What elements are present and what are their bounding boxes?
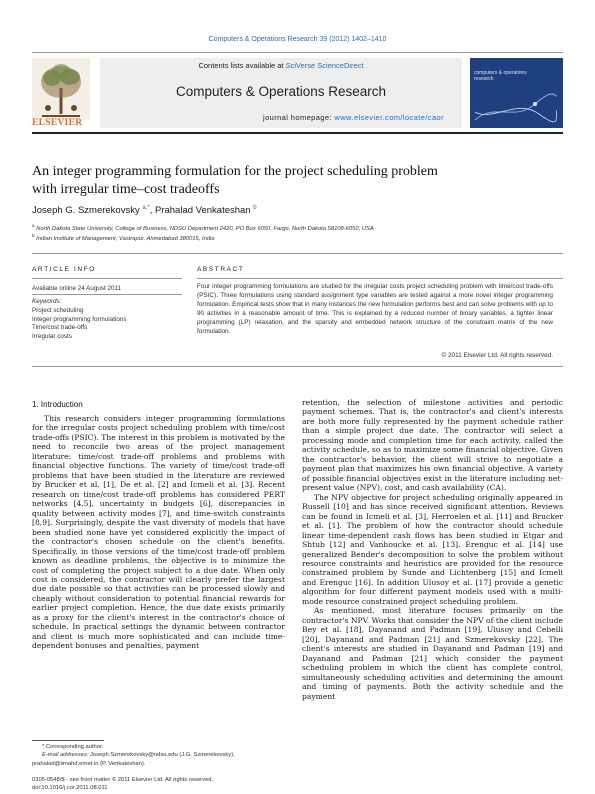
masthead-rule [32, 132, 563, 134]
cover-title: computers & operations research [474, 70, 527, 82]
corresponding-author-note: * Corresponding author. [42, 744, 104, 750]
affiliation-b [32, 233, 563, 242]
keyword: Irregular costs [32, 332, 72, 340]
homepage-prefix: journal homepage: [263, 113, 335, 122]
body-paragraph: This research considers integer programming formulations for the irregular costs project scheduling problem with time/cost trade-offs (PSIC). The interest in this problem is motivated by the need to reconcile two areas of the project management literature: time/cost trade-off problems and problems with financial objective functions. The variety of time/cost trade-off problems that have been studied in the literature are reviewed by Brucker et al. [1], De et al. [2] and Icmeli et al. [3]. Recent research on time/cost trade-off problems has considered PERT networks [4,5], uncertainty in budgets [6], discrepancies in quality between activity modes [7], and time-switch constraints [8,9]. Surprisingly, despite the vast diversity of models that have been studied none have yet considered explicitly the impact of the contractor's chosen schedule on the client's benefits. Specifically, in those versions of the time/cost trade-off problem known as deadline problems, the objective is to minimize the cost of completing the project subject to a due date. When only cost is considered, the contractor will clearly prefer the largest due date possible so that activities can be processed slowly and cheaply without consideration to potential financial rewards for earlier project completion. Hence, the due date exists primarily as a proxy for the client's interest in the contractor's choice of schedule. In practical settings the dynamic between contractor and client is much more sophisticated and can include time-dependent bonuses and penalties, payment [32, 414, 285, 651]
affiliation-mark: b [32, 233, 35, 238]
body-paragraph: retention, the selection of milestone activities and periodic payment schemes. That is, the contractor's and client's interests are both more fully represented by the payment schedule rather than a simple project due date. The contractor will select a processing mode and completion time for each activity, called the activity schedule, so as to maximize some financial objective. Given the contractor's behavior, the client will strive to negotiate a payment plan that maximizes his own financial objective. A variety of possible financial objectives exist in the literature including net-present value (NPV), cost, and cash availability (CA). [302, 398, 563, 493]
contents-line [100, 61, 462, 70]
homepage-line [100, 113, 462, 122]
journal-name: Computers & Operations Research [175, 84, 387, 99]
body-paragraph: As mentioned, most literature focuses primarily on the contractor's NPV. Works that consider the NPV of the client include Bey et al. [18], Dayanand and Padman [19], Ulusoy and Cebelli [20], Dayanand and Padman [21] and Szmerekovsky [22]. The client's interests are studied in Dayanand and Padman [19] and Dayanand and Padman [21] which consider the payment scheduling problem in which the client has complete control, simultaneously scheduling activities and determining the amount and timing of payments. Both the activity schedule and the payment [302, 606, 563, 701]
divider [32, 278, 182, 279]
author-1[interactable]: Joseph G. Szmerekovsky [32, 205, 140, 217]
footnote-rule [32, 740, 104, 741]
abstract-text: Four integer programming formulations are studied for the irregular costs project scheduling problem with time/cost trade-offs (PSIC). Three formulations using standard assignment type variables are tested against a more novel integer programming formulation. Empirical tests show that in many instances the new formulation performs best and can solve problems with up to 90 activities in a reasonable amount of time. This is explained by a reduced number of binary variables, a tighter linear programming (LP) relaxation, and the sparsity and embedded network structure of the constraint matrix of the new formulation. [197, 283, 553, 335]
author-2-marks[interactable]: b [253, 205, 257, 211]
divider [197, 278, 563, 279]
affiliation-text: Indian Institute of Management, Vastrapur, Ahmedabad 380015, India [36, 235, 215, 242]
sciencedirect-link[interactable]: SciVerse ScienceDirect [285, 61, 364, 70]
keyword: Integer programming formulations [32, 315, 127, 323]
affiliation-text: North Dakota State University, College of Business, NDSU Department 2420, PO Box 6050, Fargo, North Dakota 58108-6050, USA [36, 225, 374, 232]
keywords-label: Keywords: [32, 298, 62, 305]
affiliation-a [32, 223, 563, 232]
author-separator: , [149, 205, 155, 217]
email-2[interactable]: prahalad@iimahd.ernet.in (P. Venkateshan). [32, 760, 146, 767]
affiliation-mark: a [32, 223, 35, 228]
keyword: Time/cost trade-offs [32, 324, 88, 331]
author-1-marks[interactable]: a,* [142, 205, 150, 211]
journal-citation[interactable]: Computers & Operations Research 39 (2012) 1402–1410 [208, 36, 387, 43]
publisher-name[interactable]: ELSEVIER [32, 118, 83, 128]
title-line-1: An integer programming formulation for the project scheduling problem [32, 164, 438, 179]
body-paragraph: The NPV objective for project scheduling originally appeared in Russell [10] and has since received significant attention. Reviews can be found in Icmeli et al. [3], Herroelen et al. [11] and Brucker et al. [1]. The problem of how the contractor should schedule linear time-dependent cash flows has been studied in Etgar and Shtub [12] and Vanhoucke et al. [13]. Erenguc et al. [14] use generalized Bender's decomposition to solve the problem without resource constraints and heuristics are provided for the resource constrained problem by Sunde and Lichtenberg [15] and Icmeli and Erenguc [16]. In addition Ulusoy et al. [17] provide a genetic algorithm for four different payment models used with a multi-mode resource constrained project scheduling problem. [302, 492, 563, 606]
doi-line[interactable]: doi:10.1016/j.cor.2011.08.011 [32, 785, 108, 791]
keyword: Project scheduling [32, 307, 84, 314]
body-column-right [302, 398, 563, 780]
divider [32, 366, 563, 367]
contents-prefix: Contents lists available at [198, 61, 286, 70]
divider [32, 294, 182, 295]
keyword-list [32, 307, 127, 341]
email-1[interactable]: Joseph.Szmerekovsky@ndsu.edu (J.G. Szmerekovsky), [90, 752, 235, 759]
email-label: E-mail addresses: [42, 752, 91, 759]
body-column-left [32, 414, 285, 732]
doi-block [32, 776, 213, 792]
title-line-2: with irregular time–cost tradeoffs [32, 182, 220, 197]
section-heading-introduction: 1. Introduction [32, 400, 83, 409]
abstract-copyright: © 2011 Elsevier Ltd. All rights reserved. [441, 352, 553, 359]
author-2[interactable]: Prahalad Venkateshan [154, 205, 251, 217]
elsevier-tree-logo [32, 58, 90, 120]
email-line [32, 751, 287, 759]
footnotes [32, 743, 287, 768]
author-list [32, 205, 563, 216]
article-title [32, 163, 563, 199]
issn-line: 0305-0548/$ - see front matter © 2011 Elsevier Ltd. All rights reserved. [32, 777, 214, 783]
divider [32, 253, 563, 254]
cover-art [475, 92, 557, 124]
abstract-heading: ABSTRACT [197, 266, 245, 273]
article-info-heading: ARTICLE INFO [32, 266, 96, 273]
homepage-link[interactable]: www.elsevier.com/locate/caor [334, 113, 444, 122]
available-online: Available online 24 August 2011 [32, 285, 122, 292]
